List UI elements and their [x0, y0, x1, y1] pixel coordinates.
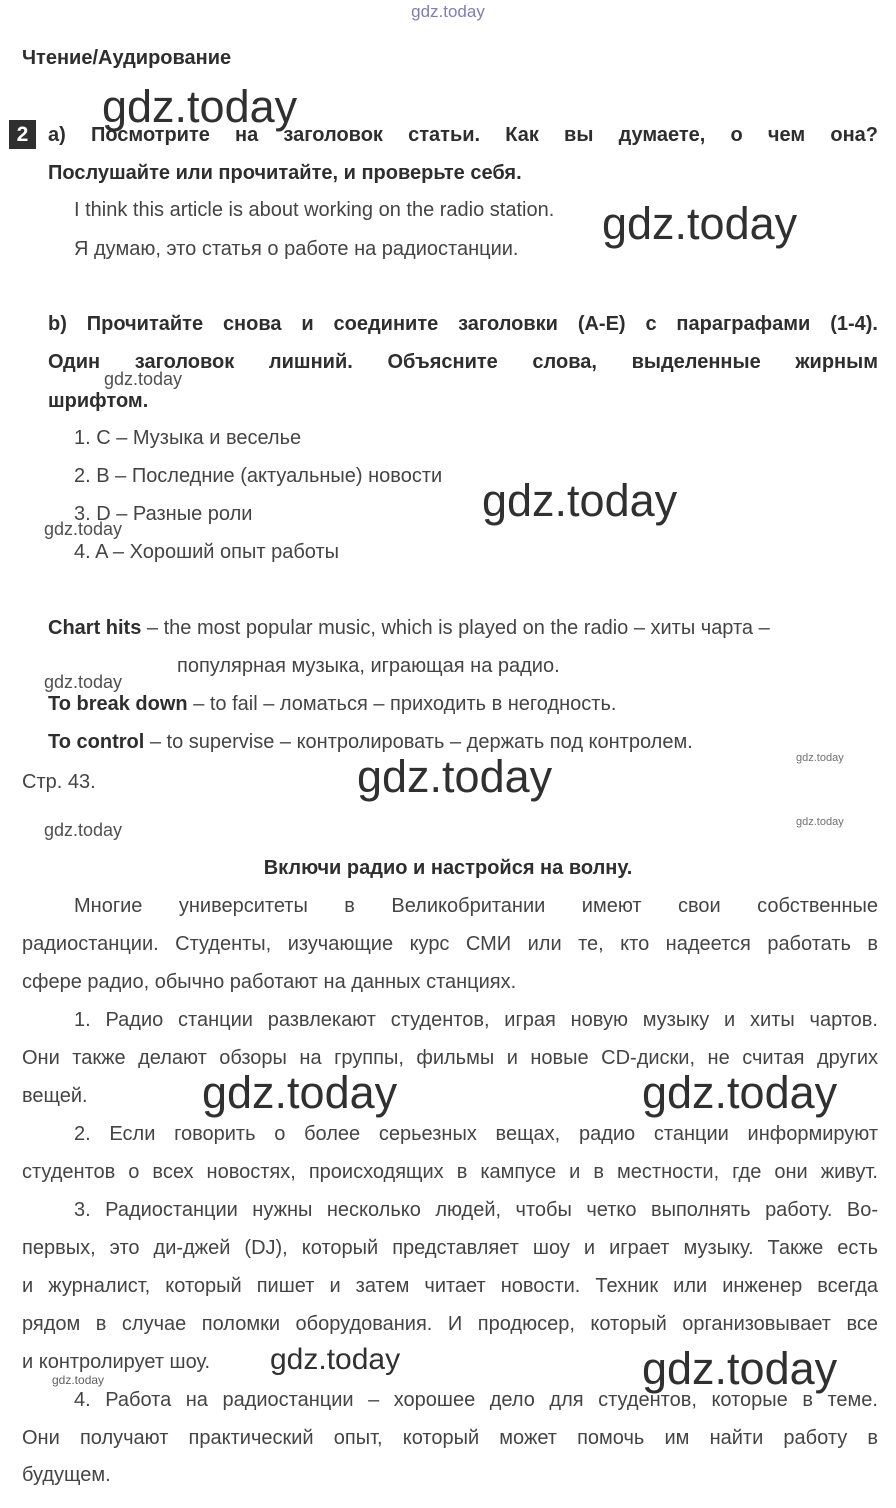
- article-line: будущем.: [22, 1464, 111, 1486]
- article-line: студентов о всех новостях, происходящих в кампусе и в местности, где они живут.: [22, 1161, 878, 1183]
- article-line: Они также делают обзоры на группы, фильмы и новые CD-диски, не считая других: [22, 1047, 878, 1069]
- article-line: вещей.: [22, 1085, 88, 1107]
- answer-list-item: 3. D – Разные роли: [74, 503, 253, 525]
- watermark-small: gdz.today: [104, 369, 183, 389]
- article-line: радиостанции. Студенты, изучающие курс СМИ или те, кто надеется работать в: [22, 933, 878, 955]
- page-reference: Стр. 43.: [22, 771, 96, 793]
- task-b-instruction-line1: b) Прочитайте снова и соедините заголовки (A-E) с параграфами (1-4).: [48, 313, 878, 335]
- task-a-instruction-line2: Послушайте или прочитайте, и проверьте себя.: [48, 162, 522, 184]
- watermark-large: gdz.today: [642, 1067, 838, 1118]
- vocabulary-continuation: популярная музыка, играющая на радио.: [177, 655, 560, 677]
- watermark-small: gdz.today: [44, 519, 123, 539]
- section-heading: Чтение/Аудирование: [22, 47, 232, 69]
- article-line: 3. Радиостанции нужны несколько людей, чтобы четко выполнять работу. Во-: [74, 1199, 878, 1221]
- article-line: и журналист, который пишет и затем читает новости. Техник или инженер всегда: [22, 1275, 878, 1297]
- task-a-instruction-line1: a) Посмотрите на заголовок статьи. Как вы думаете, о чем она?: [48, 124, 878, 146]
- vocabulary-entry: [48, 617, 770, 640]
- watermark-tiny: gdz.today: [52, 1373, 105, 1387]
- vocabulary-definition: – to fail – ломаться – приходить в негодность.: [187, 693, 617, 715]
- article-line: и контролирует шоу.: [22, 1351, 211, 1373]
- watermark-large: gdz.today: [202, 1067, 398, 1118]
- vocabulary-definition: – the most popular music, which is played on the radio – хиты чарта –: [141, 617, 770, 639]
- watermark-large: gdz.today: [102, 81, 298, 132]
- answer-list-item: 4. A – Хороший опыт работы: [74, 541, 339, 563]
- task-b-instruction-line3: шрифтом.: [48, 390, 149, 412]
- answer-list-item: 1. C – Музыка и веселье: [74, 427, 302, 449]
- task-a-answer-english: I think this article is about working on the radio station.: [74, 199, 555, 221]
- answer-list-item: 2. B – Последние (актуальные) новости: [74, 465, 443, 487]
- watermark-tiny: gdz.today: [796, 752, 844, 764]
- vocabulary-term: To break down: [48, 693, 188, 715]
- watermark-medium: gdz.today: [270, 1343, 401, 1376]
- vocabulary-term: To control: [48, 731, 145, 753]
- vocabulary-term: Chart hits: [48, 617, 142, 639]
- watermark-small: gdz.today: [44, 820, 123, 840]
- watermark-large: gdz.today: [357, 751, 553, 802]
- article-line: 4. Работа на радиостанции – хорошее дело для студентов, которые в теме.: [74, 1389, 878, 1411]
- vocabulary-definition: – to supervise – контролировать – держать под контролем.: [144, 731, 693, 753]
- article-line: Многие университеты в Великобритании имеют свои собственные: [74, 895, 878, 917]
- article-line: рядом в случае поломки оборудования. И продюсер, который организовывает все: [22, 1313, 878, 1335]
- vocabulary-entry: [48, 731, 693, 754]
- watermark-large: gdz.today: [482, 475, 678, 526]
- watermark-large: gdz.today: [602, 198, 798, 249]
- task-a-answer-russian: Я думаю, это статья о работе на радиостанции.: [74, 238, 519, 260]
- article-line: Они получают практический опыт, который может помочь им найти работу в: [22, 1427, 878, 1449]
- watermark-small: gdz.today: [44, 672, 123, 692]
- article-line: сфере радио, обычно работают на данных станциях.: [22, 971, 517, 993]
- watermark-top: gdz.today: [411, 2, 485, 21]
- article-line: 2. Если говорить о более серьезных вещах, радио станции информируют: [74, 1123, 878, 1145]
- watermark-large: gdz.today: [642, 1343, 838, 1394]
- exercise-number-badge: 2: [9, 120, 36, 149]
- watermark-tiny: gdz.today: [796, 816, 844, 828]
- article-line: первых, это ди-джей (DJ), который представляет шоу и играет музыку. Также есть: [22, 1237, 878, 1259]
- article-line: 1. Радио станции развлекают студентов, играя новую музыку и хиты чартов.: [74, 1009, 878, 1031]
- task-b-instruction-line2: Один заголовок лишний. Объясните слова, выделенные жирным: [48, 351, 878, 373]
- article-title: Включи радио и настройся на волну.: [263, 857, 633, 879]
- vocabulary-entry: [48, 693, 616, 716]
